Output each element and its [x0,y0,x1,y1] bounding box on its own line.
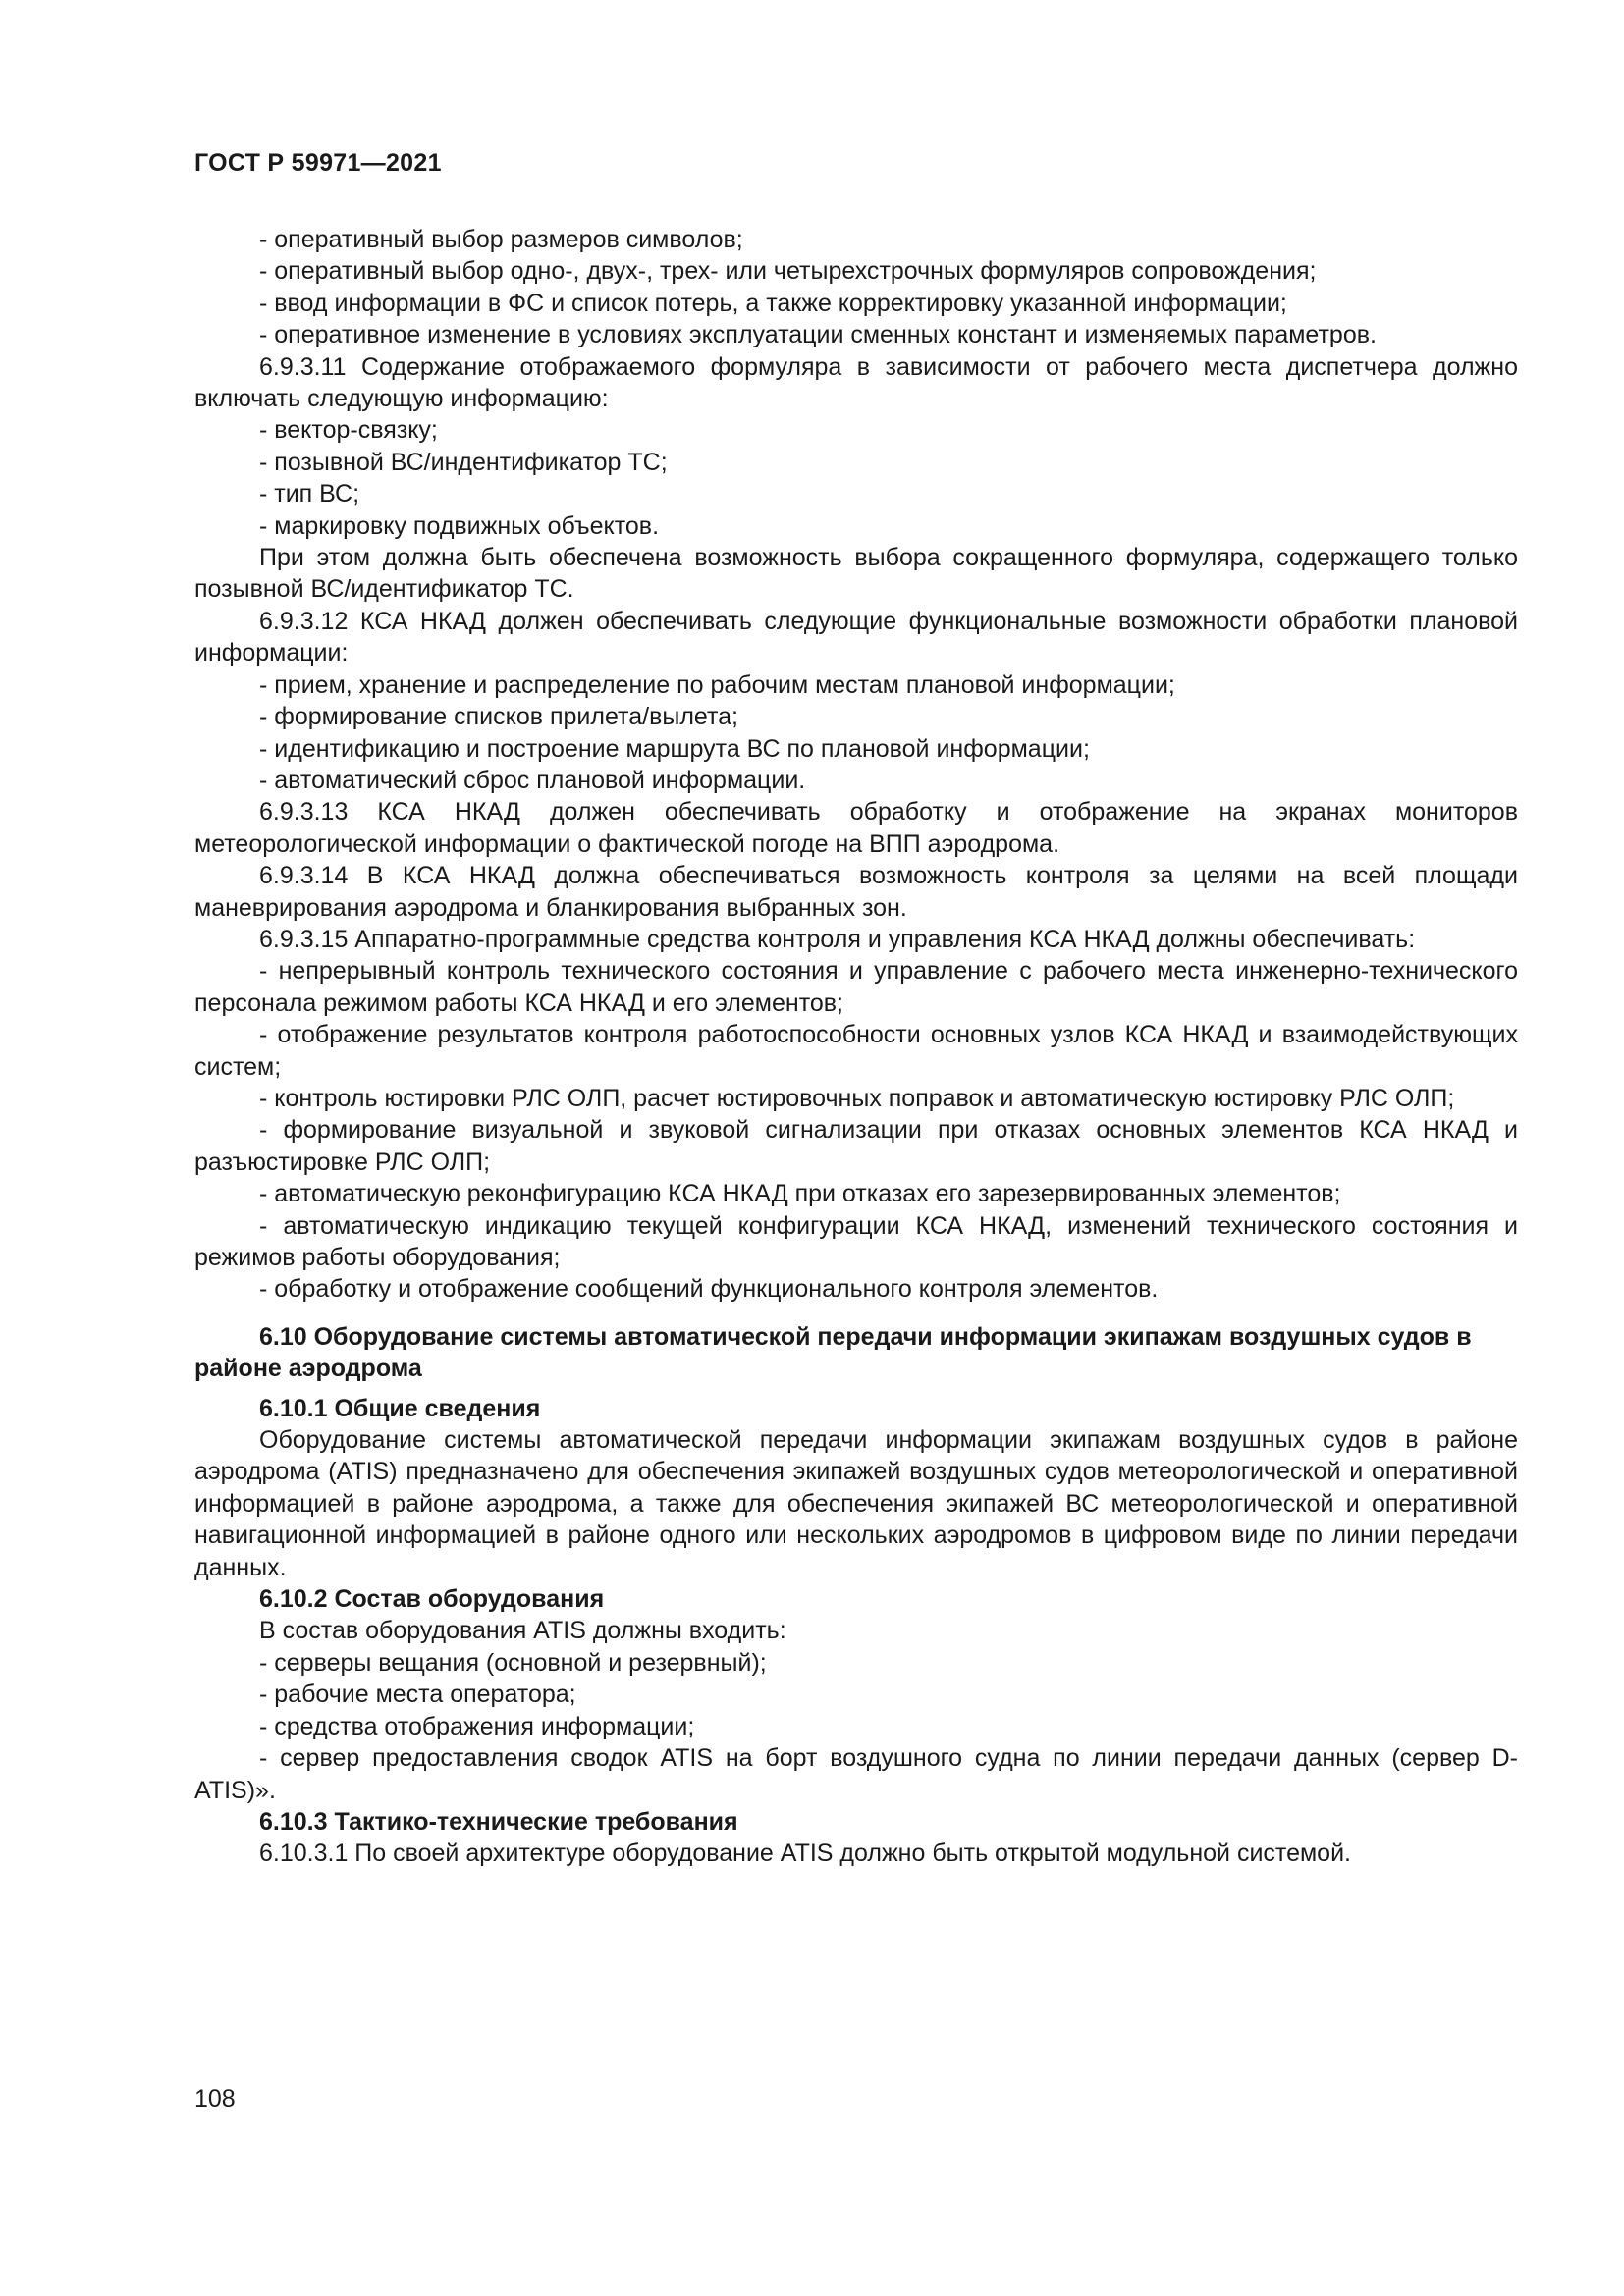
list-item: - ввод информации в ФС и список потерь, а также корректировку указанной информации; [259,289,1287,317]
paragraph: При этом должна быть обеспечена возможность выбора сокращенного формуляра, содержащего только позывной ВС/идентификатор ТС. [194,544,1518,604]
list-item: - формирование списков прилета/вылета; [259,703,739,731]
list-item: - средства отображения информации; [259,1712,695,1740]
list-item: - серверы вещания (основной и резервный); [259,1648,767,1677]
subsection-6-10-1-heading: 6.10.1 Общие сведения [259,1394,541,1422]
list-item: - контроль юстировки РЛС ОЛП, расчет юстировочных поправок и автоматическую юстировку РЛС ОЛП; [259,1084,1455,1112]
list-item: - отображение результатов контроля работоспособности основных узлов КСА НКАД и взаимодействующих систем; [194,1021,1518,1081]
list-item: - оперативное изменение в условиях эксплуатации сменных констант и изменяемых параметров. [259,321,1377,349]
list-item: - идентификацию и построение маршрута ВС по плановой информации; [259,734,1090,763]
subsection-6-10-3-heading: 6.10.3 Тактико-технические требования [259,1807,738,1836]
list-item: - сервер предоставления сводок ATIS на борт воздушного судна по линии передачи данных (сервер D-ATIS)». [194,1744,1518,1804]
list-item: - оперативный выбор размеров символов; [259,226,743,253]
list-item: - формирование визуальной и звуковой сигнализации при отказах основных элементов КСА НКАД и разъюстировке РЛС ОЛП; [194,1116,1518,1176]
clause-6-9-3-14: 6.9.3.14 В КСА НКАД должна обеспечиваться возможность контроля за целями на всей площади маневрирования аэродрома и бланкирования выбранных зон. [194,862,1518,922]
list-item: - позывной ВС/индентификатор ТС; [259,448,668,476]
subsection-6-10-2-heading: 6.10.2 Состав оборудования [259,1585,605,1614]
list-item: - прием, хранение и распределение по рабочим местам плановой информации; [259,670,1175,699]
list-item: - обработку и отображение сообщений функционального контроля элементов. [259,1275,1159,1304]
paragraph: Оборудование системы автоматической передачи информации экипажам воздушных судов в районе аэродрома (ATIS) предназначено для обеспечения экипажей воздушных судов метеорологической и оперативной информацией в районе аэродрома, а также для обеспечения экипажей ВС метеорологической и оперативной навигационной информацией в районе одного или нескольких аэродромов в цифровом виде по линии передачи данных. [194,1426,1518,1581]
list-item: - маркировку подвижных объектов. [259,511,660,540]
list-item: - непрерывный контроль технического состояния и управление с рабочего места инженерно-технического персонала режимом работы КСА НКАД и его элементов; [194,957,1518,1017]
section-6-10-heading: 6.10 Оборудование системы автоматической передачи информации экипажам воздушных судов в районе аэродрома [194,1322,1472,1383]
list-item: - автоматическую реконфигурацию КСА НКАД при отказах его зарезервированных элементов; [259,1180,1341,1208]
page-body [194,224,1518,1870]
list-item: - рабочие места оператора; [259,1681,576,1709]
list-item: - автоматическую индикацию текущей конфигурации КСА НКАД, изменений технического состояния и режимов работы оборудования; [194,1211,1518,1271]
list-item: - тип ВС; [259,480,360,508]
clause-6-9-3-11: 6.9.3.11 Содержание отображаемого формуляра в зависимости от рабочего места диспетчера должно включать следующую информацию: [194,352,1518,413]
list-item: - вектор-связку; [259,416,438,445]
document-code-header: ГОСТ Р 59971—2021 [194,149,442,177]
list-item: - автоматический сброс плановой информации. [259,766,806,794]
clause-6-9-3-15: 6.9.3.15 Аппаратно-программные средства контроля и управления КСА НКАД должны обеспечивать: [259,925,1416,953]
clause-6-9-3-12: 6.9.3.12 КСА НКАД должен обеспечивать следующие функциональные возможности обработки плановой информации: [194,607,1518,667]
page-number: 108 [194,2085,236,2112]
list-item: - оперативный выбор одно-, двух-, трех- или четырехстрочных формуляров сопровождения; [259,257,1317,286]
paragraph: В состав оборудования ATIS должны входить: [259,1617,786,1645]
clause-6-9-3-13: 6.9.3.13 КСА НКАД должен обеспечивать обработку и отображение на экранах мониторов метеорологической информации о фактической погоде на ВПП аэродрома. [194,798,1518,858]
clause-6-10-3-1: 6.10.3.1 По своей архитектуре оборудование ATIS должно быть открытой модульной системой. [259,1840,1351,1868]
